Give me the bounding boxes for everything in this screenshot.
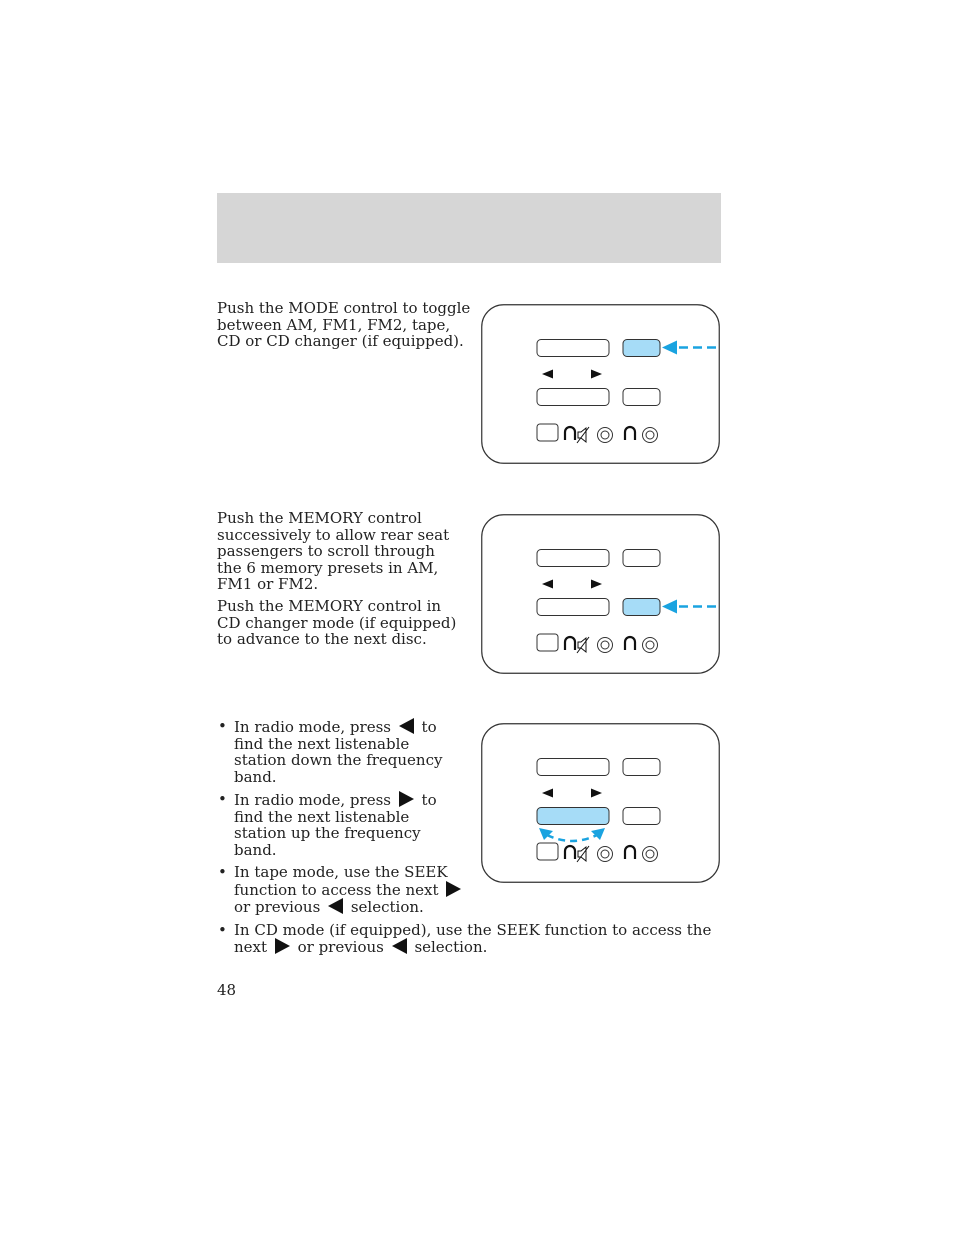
rear-seat-controls-diagram-seek	[481, 723, 720, 883]
mode-instructions: Push the MODE control to toggle between AM, FM1, FM2, tape, CD or CD changer (if equipped).	[217, 299, 471, 350]
list-item: • In radio mode, press to find the next listenable station up the frequency band.	[217, 791, 466, 858]
memory-button	[623, 599, 660, 616]
seek-right-icon	[446, 881, 461, 897]
seek-right-icon	[399, 791, 414, 807]
list-item: • In CD mode (if equipped), use the SEEK function to access the next or previous selection.	[217, 922, 734, 956]
seek-left-icon	[392, 938, 407, 954]
seek-left-icon	[399, 718, 414, 734]
seek-left-icon	[328, 898, 343, 914]
section-header-bar	[217, 193, 721, 263]
seek-right-icon	[275, 938, 290, 954]
seek-button	[537, 808, 609, 825]
page-number: 48	[217, 981, 237, 999]
rear-seat-controls-diagram-memory	[481, 514, 720, 674]
list-item: • In tape mode, use the SEEK function to access the next or previous selection.	[217, 864, 472, 916]
memory-cd-instructions: Push the MEMORY control in CD changer mode (if equipped) to advance to the next disc.	[217, 597, 457, 648]
list-item: • In radio mode, press to find the next listenable station down the frequency band.	[217, 718, 457, 785]
mode-button	[623, 340, 660, 357]
memory-instructions: Push the MEMORY control successively to allow rear seat passengers to scroll through the 6 memory presets in AM, FM1 or FM2.	[217, 509, 450, 593]
rear-seat-controls-diagram-mode	[481, 304, 720, 464]
